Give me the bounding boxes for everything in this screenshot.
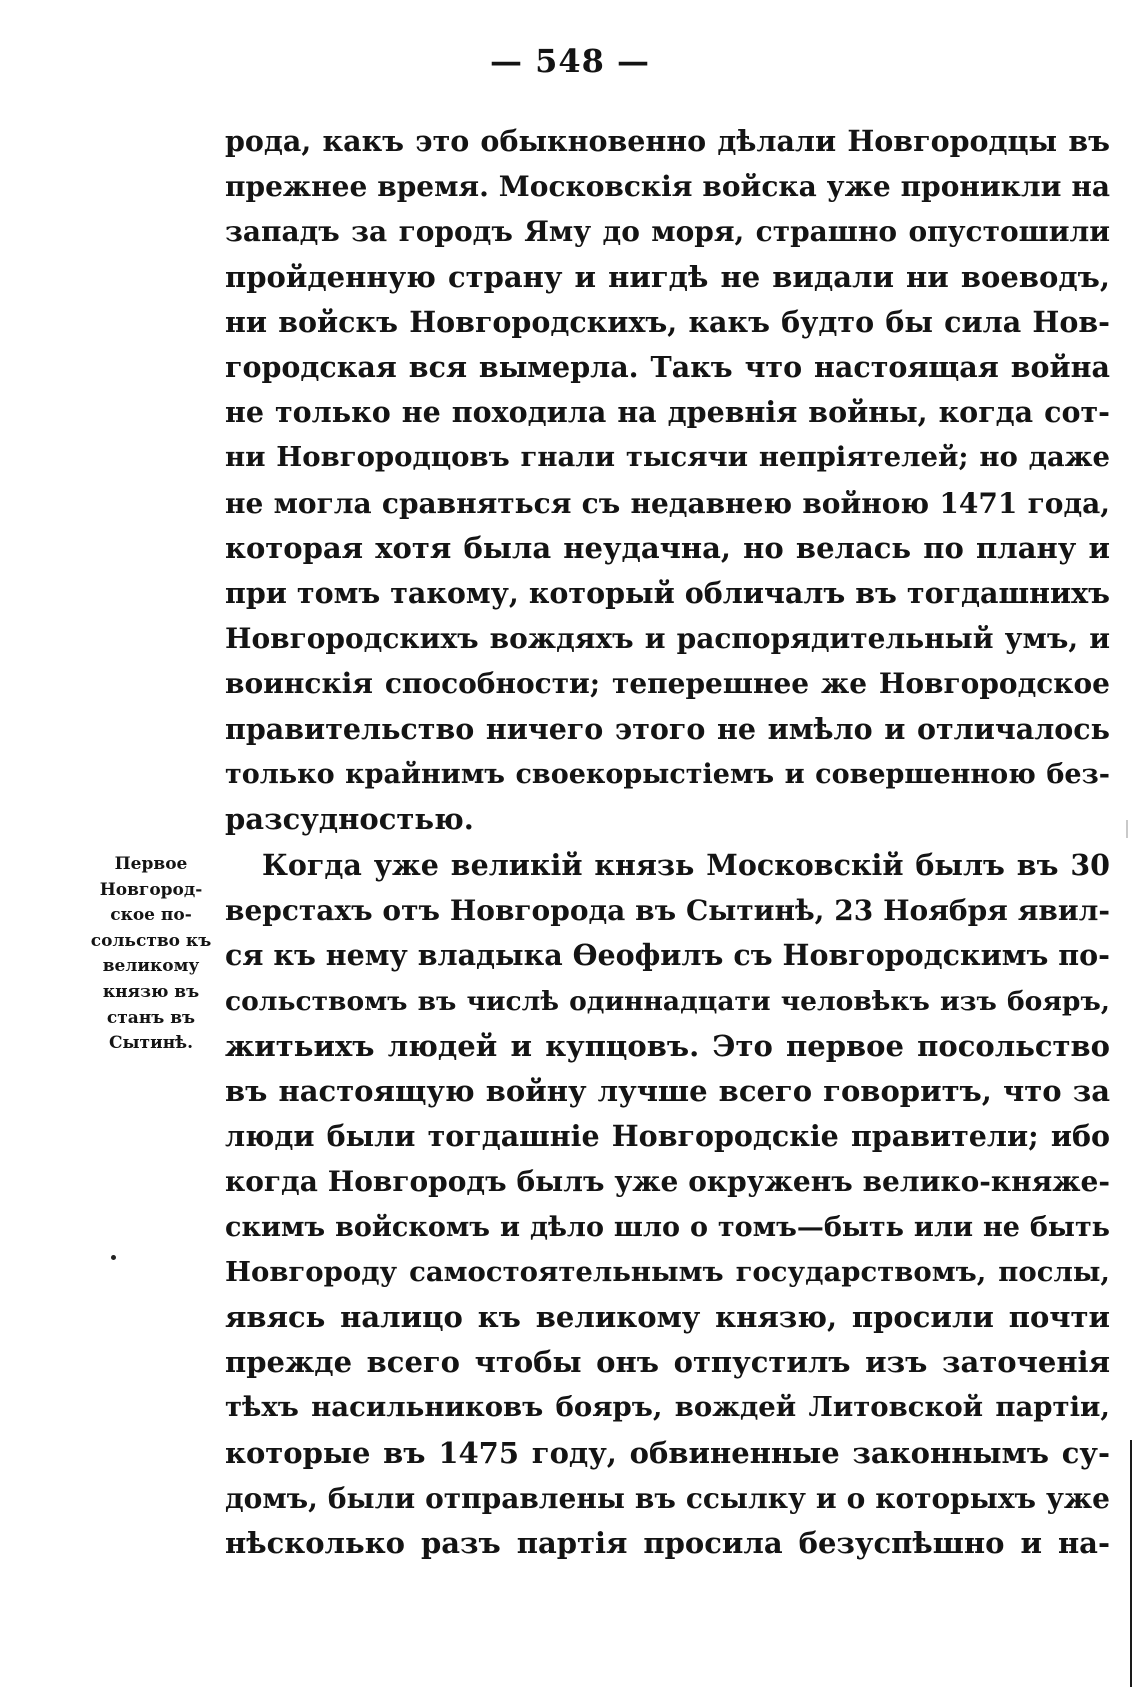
ink-speck — [111, 1255, 116, 1260]
text-line: Когда уже великій князь Московскій былъ въ 30 — [262, 848, 1110, 882]
text-line: городская вся вымерла. Такъ что настоящая война — [225, 350, 1110, 385]
text-line: когда Новгородъ былъ уже окруженъ велико-княже- — [225, 1165, 1110, 1199]
margin-note-line: ское по- — [110, 905, 192, 926]
text-line: нѣсколько разъ партія просила безуспѣшно и на- — [225, 1526, 1110, 1561]
text-line: пройденную страну и нигдѣ не видали ни воеводъ, — [225, 259, 1110, 294]
text-line: воинскія способности; теперешнее же Новгородское — [225, 667, 1110, 701]
text-line: которые въ 1475 году, обвиненные законнымъ су- — [225, 1435, 1110, 1470]
text-line: прежде всего чтобы онъ отпустилъ изъ заточенія — [225, 1345, 1110, 1380]
text-line: только крайнимъ своекорыстіемъ и совершенною без- — [225, 758, 1110, 790]
page-edge-line — [1130, 1440, 1132, 1687]
text-line: при томъ такому, который обличалъ въ тогдашнихъ — [225, 576, 1110, 611]
text-line: ни Новгородцовъ гнали тысячи непріятелей; но даже — [225, 441, 1110, 474]
text-line: не только не походила на древнія войны, когда сот- — [225, 395, 1110, 430]
margin-note-line: князю въ — [102, 981, 200, 1002]
margin-note-line: Сытинѣ. — [108, 1033, 194, 1054]
text-line: тѣхъ насильниковъ бояръ, вождей Литовской партіи, — [225, 1391, 1110, 1424]
margin-note-line: великому — [102, 956, 200, 977]
text-line: домъ, были отправлены въ ссылку и о которыхъ уже — [225, 1481, 1110, 1515]
margin-note-line: Новгород- — [99, 879, 203, 900]
margin-note-line: сольство къ — [90, 930, 212, 951]
text-line: въ настоящую войну лучше всего говоритъ, что за — [225, 1074, 1110, 1109]
page-edge-mark — [1126, 820, 1128, 838]
text-line: явясь налицо къ великому князю, просили почти — [225, 1300, 1110, 1335]
text-line: ни войскъ Новгородскихъ, какъ будто бы сила Нов- — [225, 304, 1110, 339]
text-line: житьихъ людей и купцовъ. Это первое посольство — [225, 1028, 1110, 1063]
text-line: правительство ничего этого не имѣло и отличалось — [225, 711, 1110, 746]
margin-note-line: станъ въ — [106, 1007, 196, 1028]
margin-note-line: Первое — [114, 854, 188, 874]
text-line: западъ за городъ Яму до моря, страшно опустошили — [225, 215, 1110, 249]
text-line: рода, какъ это обыкновенно дѣлали Новгородцы въ — [225, 124, 1110, 158]
text-line: не могла сравняться съ недавнею войною 1471 года, — [225, 486, 1110, 520]
text-line: которая хотя была неудачна, но велась по плану и — [225, 530, 1110, 565]
text-line: Новгородскихъ вождяхъ и распорядительный умъ, и — [225, 622, 1110, 656]
text-line: верстахъ отъ Новгорода въ Сытинѣ, 23 Ноября явил- — [225, 894, 1110, 928]
text-line: сольствомъ въ числѣ одиннадцати человѣкъ изъ бояръ, — [225, 985, 1110, 1017]
paragraph-1 — [225, 119, 1110, 842]
text-line: прежнее время. Московскія войска уже проникли на — [225, 170, 1110, 204]
text-line: ся къ нему владыка Ѳеофилъ съ Новгородскимъ по- — [225, 938, 1110, 973]
text-line: люди были тогдашніе Новгородскіе правители; ибо — [225, 1119, 1110, 1154]
text-line: разсудностью. — [225, 802, 474, 837]
margin-note — [83, 852, 219, 1057]
page-number: — 548 — — [489, 42, 651, 80]
text-line: Новгороду самостоятельнымъ государствомъ, послы, — [225, 1255, 1110, 1288]
paragraph-2 — [225, 843, 1110, 1566]
text-line: скимъ войскомъ и дѣло шло о томъ—быть или не быть — [225, 1211, 1110, 1243]
